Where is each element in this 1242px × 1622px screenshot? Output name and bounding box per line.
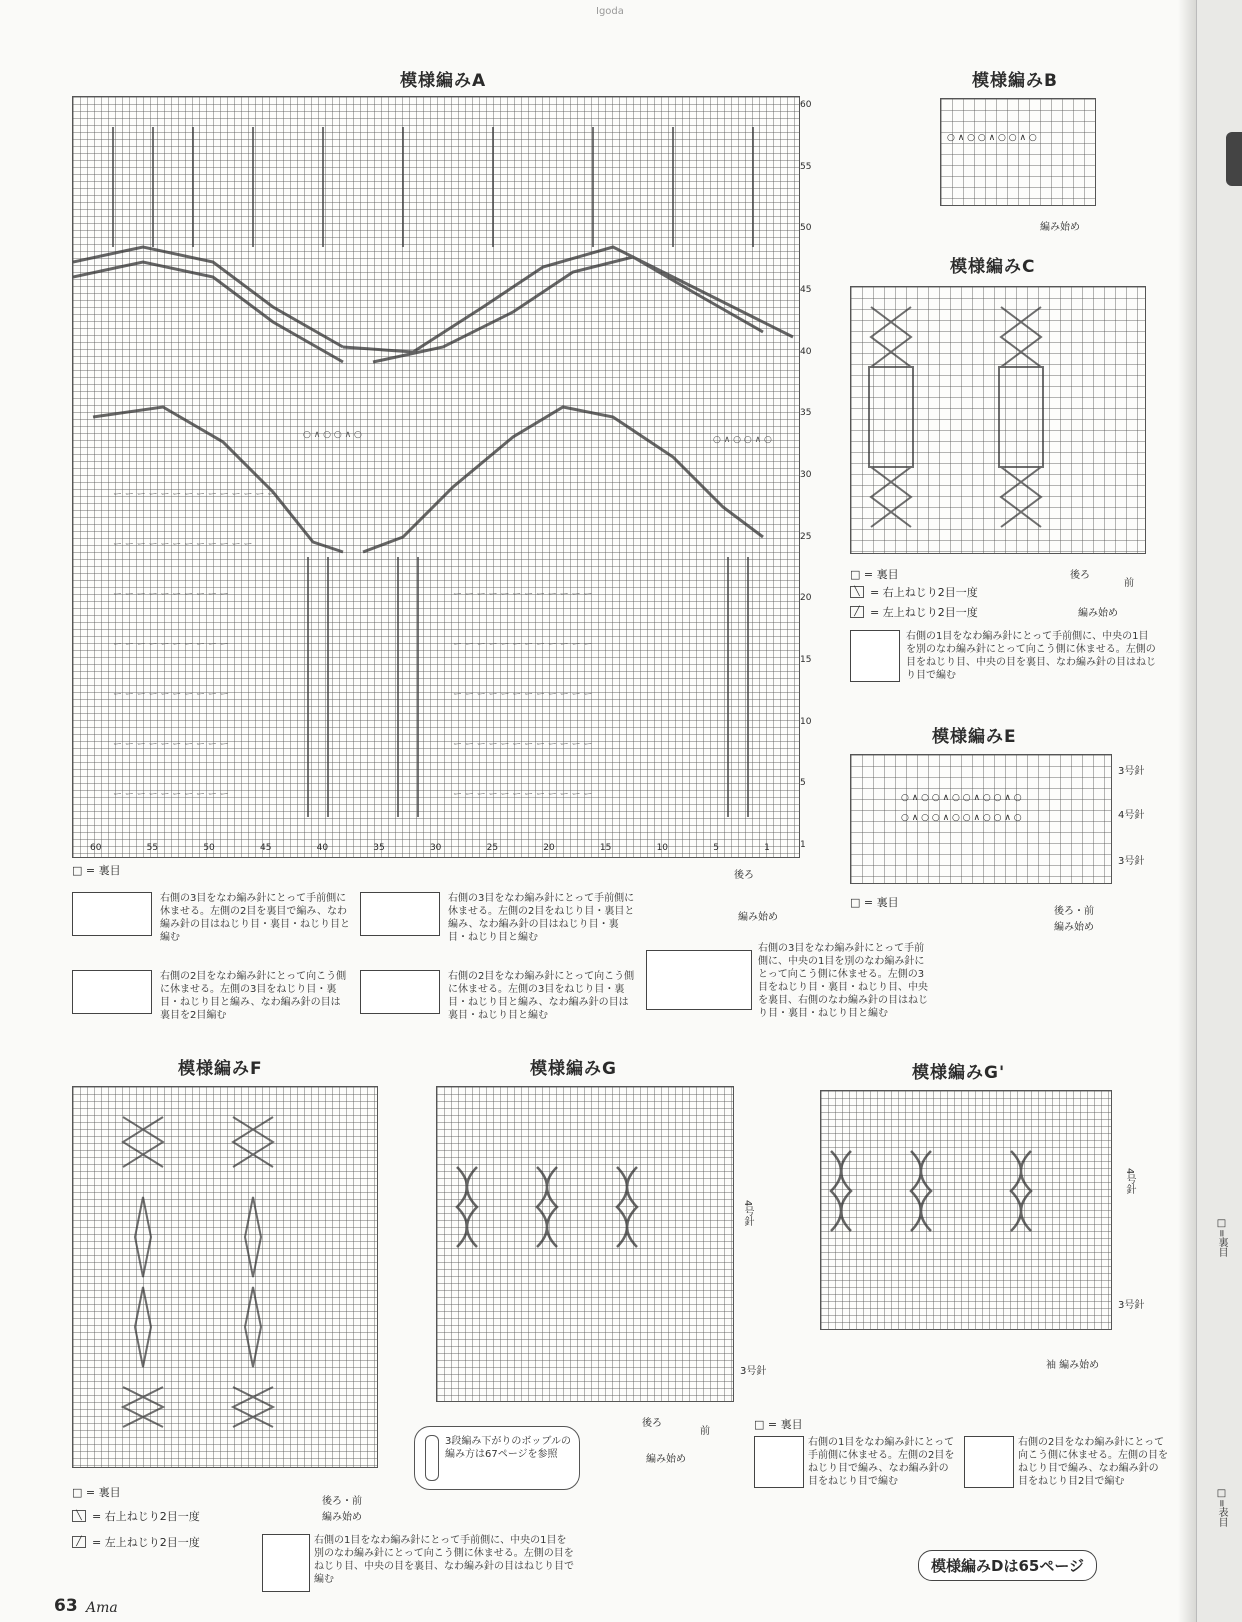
svg-text:ー ー ー ー ー ー ー ー ー ー: ー ー ー ー ー ー ー ー ー ー — [113, 790, 229, 800]
chart-e-legend-purl: □ = 裏目 — [850, 896, 899, 909]
chart-b-start-label: 編み始め — [1040, 222, 1080, 233]
left-twist-icon: ╱ — [72, 1536, 86, 1548]
chart-g2-start-label: 袖 編み始め — [1046, 1360, 1100, 1371]
adjacent-page-edge — [1196, 0, 1242, 1622]
col-number: 30 — [429, 843, 442, 853]
row-number: 50 — [800, 223, 812, 234]
legend-note-a3: 右側の2目をなわ編み針にとって向こう側に休ませる。左側の3目をねじり目・裏目・ねじり目と編み、なわ編み針の目は裏目を2目編む — [160, 971, 347, 1021]
chart-f-legend-left: ╱ = 左上ねじり2目一度 — [72, 1534, 200, 1550]
legend-note-c: 右側の1目をなわ編み針にとって手前側に、中央の1目を別のなわ編み針にとって向こう側に休ませる。左側の目をねじり目、中央の目を裏目、なわ編み針の目はねじり目で編む — [906, 631, 1156, 681]
chart-g2-grid — [820, 1090, 1112, 1330]
col-number: 5 — [713, 843, 719, 853]
magazine-name: Ama — [86, 1600, 118, 1616]
svg-text:ー ー ー ー ー ー ー ー ー ー ー ー ー ー: ー ー ー ー ー ー ー ー ー ー ー ー ー ー — [113, 490, 277, 500]
chart-g-grid — [436, 1086, 734, 1402]
chart-e-start-label: 編み始め — [1054, 922, 1094, 933]
legend-note-a2: 右側の3目をなわ編み針にとって手前側に休ませる。左側の2目をねじり目・裏目と編み、なわ編み針の目はねじり目・裏目・ねじり目と編む — [448, 893, 635, 943]
row-number: 1 — [800, 839, 806, 850]
chart-c-legend-left: ╱ = 左上ねじり2目一度 — [850, 604, 978, 620]
chart-e-needle-3b: 3号針 — [1118, 856, 1145, 867]
row-number: 40 — [800, 346, 812, 357]
svg-text:ー ー ー ー ー ー ー ー ー ー: ー ー ー ー ー ー ー ー ー ー — [113, 690, 229, 700]
chart-c-front: 前 — [1124, 578, 1134, 589]
chart-g-needle-3: 3号針 — [740, 1366, 767, 1377]
chart-b-pattern: ○ ∧ ○ ○ ∧ ○ ○ ∧ ○ — [947, 133, 1037, 143]
page-number: 63 — [54, 1596, 78, 1616]
svg-text:ー ー ー ー ー ー ー ー ー ー ー ー: ー ー ー ー ー ー ー ー ー ー ー ー — [453, 640, 593, 650]
row-number: 45 — [800, 284, 812, 295]
col-number: 60 — [90, 843, 102, 853]
chart-e-grid — [850, 754, 1112, 884]
right-twist-icon: ╲ — [850, 586, 864, 598]
legend-note-a5: 右側の3目をなわ編み針にとって手前側に、中央の1目を別のなわ編み針にとって向こう側に休ませる。左側の3目をねじり目・裏目・ねじり目、中央を裏目、右側のなわ編み針の目はねじり目・裏目・ねじり目と編む — [758, 943, 928, 1019]
chart-g2-needle-3: 3号針 — [1118, 1300, 1145, 1311]
chart-g-front: 前 — [700, 1426, 710, 1437]
chart-g-cable-pattern — [437, 1087, 733, 1401]
cable-symbol-icon — [262, 1534, 310, 1592]
chart-c-back: 後ろ — [1070, 570, 1090, 581]
pattern-d-reference: 模様編みDは65ページ — [918, 1550, 1097, 1581]
chart-f-cable-pattern — [73, 1087, 377, 1467]
page-tab-marker — [1226, 132, 1242, 186]
left-twist-icon: ╱ — [850, 606, 864, 618]
row-number: 35 — [800, 408, 812, 419]
side-label-front: □=表目 — [1216, 1488, 1227, 1528]
chart-a-col-numbers — [90, 843, 770, 853]
chart-c-legend-purl: □ = 裏目 — [850, 568, 899, 581]
col-number: 10 — [656, 843, 669, 853]
legend-note-g1: 右側の1目をなわ編み針にとって手前側に休ませる。左側の2目をねじり目で編み、なわ編み針の目をねじり目で編む — [808, 1437, 955, 1487]
col-number: 25 — [486, 843, 499, 853]
legend-note-a4: 右側の2目をなわ編み針にとって向こう側に休ませる。左側の3目をねじり目・裏目・ねじり目と編み、なわ編み針の目は裏目・ねじり目と編む — [448, 971, 635, 1021]
col-number: 50 — [203, 843, 215, 853]
cable-symbol-icon — [72, 892, 152, 936]
svg-text:ー ー ー ー ー ー ー ー ー ー: ー ー ー ー ー ー ー ー ー ー — [113, 640, 229, 650]
row-number: 10 — [800, 716, 812, 727]
cable-symbol-icon — [964, 1436, 1014, 1488]
chart-g-title: 模様編みG — [530, 1059, 617, 1079]
row-number: 30 — [800, 469, 812, 480]
legend-note-a1: 右側の3目をなわ編み針にとって手前側に休ませる。左側の2目を裏目で編み、なわ編み針の目はねじり目・裏目・ねじり目と編む — [160, 893, 350, 943]
header-text: Igoda — [596, 6, 624, 17]
chart-f-legend-right: ╲ = 右上ねじり2目一度 — [72, 1508, 200, 1524]
cable-symbol-icon — [850, 630, 900, 682]
cable-symbol-icon — [360, 970, 440, 1014]
chart-f-title: 模様編みF — [178, 1059, 263, 1079]
col-number: 55 — [146, 843, 159, 853]
page-gutter — [1178, 0, 1196, 1622]
bobble-note-bubble — [414, 1426, 580, 1490]
chart-a-legend-purl: □ = 裏目 — [72, 864, 121, 877]
chart-a-cable-pattern — [73, 97, 799, 857]
right-twist-icon: ╲ — [72, 1510, 86, 1522]
chart-g2-cable-pattern — [821, 1091, 1111, 1329]
chart-a-back-front: 後ろ — [734, 870, 754, 881]
svg-text:ー ー ー ー ー ー ー ー ー ー ー ー: ー ー ー ー ー ー ー ー ー ー ー ー — [453, 690, 593, 700]
svg-text:○ ∧ ○ ○ ∧ ○: ○ ∧ ○ ○ ∧ ○ — [713, 435, 772, 445]
chart-e-pattern: ○ ∧ ○ ○ ∧ ○ ○ ∧ ○ ○ ∧ ○ — [901, 813, 1022, 823]
chart-g2-needle-4: 4号針 — [1124, 1168, 1135, 1195]
row-number: 20 — [800, 593, 812, 604]
bobble-note-text: 3段編み下がりのボッブルの編み方は67ページを参照 — [445, 1436, 571, 1460]
chart-c-grid — [850, 286, 1146, 554]
col-number: 35 — [373, 843, 385, 853]
cable-symbol-icon — [646, 950, 752, 1010]
chart-g-needle-4: 4号針 — [742, 1200, 753, 1227]
chart-a-grid — [72, 96, 800, 858]
chart-g-legend-purl: □ = 裏目 — [754, 1418, 803, 1431]
chart-f-legend-purl: □ = 裏目 — [72, 1486, 121, 1499]
chart-g2-title: 模様編みG' — [912, 1063, 1006, 1083]
chart-a-start-label: 編み始め — [738, 912, 778, 923]
cable-symbol-icon — [754, 1436, 804, 1488]
chart-b-title: 模様編みB — [972, 71, 1058, 91]
svg-text:ー ー ー ー ー ー ー ー ー ー: ー ー ー ー ー ー ー ー ー ー — [113, 740, 229, 750]
svg-text:○ ∧ ○ ○ ∧ ○: ○ ∧ ○ ○ ∧ ○ — [303, 430, 362, 440]
chart-g-back: 後ろ — [642, 1418, 662, 1429]
chart-c-start-label: 編み始め — [1078, 608, 1118, 619]
chart-c-legend-right: ╲ = 右上ねじり2目一度 — [850, 584, 978, 600]
row-number: 25 — [800, 531, 812, 542]
legend-note-g2: 右側の2目をなわ編み針にとって向こう側に休ませる。左側の目をねじり目で編み、なわ編み針の目をねじり目2目で編む — [1018, 1437, 1168, 1487]
row-number: 5 — [800, 778, 806, 789]
row-number: 60 — [800, 100, 812, 110]
svg-text:ー ー ー ー ー ー ー ー ー ー ー ー: ー ー ー ー ー ー ー ー ー ー ー ー — [453, 590, 593, 600]
chart-a-row-numbers — [800, 100, 814, 850]
chart-f-grid — [72, 1086, 378, 1468]
chart-c-title: 模様編みC — [950, 257, 1036, 277]
col-number: 40 — [316, 843, 329, 853]
col-number: 45 — [259, 843, 272, 853]
chart-f-back-front: 後ろ・前 — [322, 1496, 362, 1507]
svg-text:ー ー ー ー ー ー ー ー ー ー ー ー: ー ー ー ー ー ー ー ー ー ー ー ー — [113, 540, 253, 550]
svg-text:ー ー ー ー ー ー ー ー ー ー: ー ー ー ー ー ー ー ー ー ー — [113, 590, 229, 600]
col-number: 15 — [599, 843, 612, 853]
chart-f-start-label: 編み始め — [322, 1512, 362, 1523]
col-number: 1 — [764, 843, 770, 853]
svg-text:ー ー ー ー ー ー ー ー ー ー ー ー: ー ー ー ー ー ー ー ー ー ー ー ー — [453, 790, 593, 800]
chart-e-needle-4: 4号針 — [1118, 810, 1145, 821]
chart-e-title: 模様編みE — [932, 727, 1017, 747]
svg-text:ー ー ー ー ー ー ー ー ー ー ー ー: ー ー ー ー ー ー ー ー ー ー ー ー — [453, 740, 593, 750]
cable-symbol-icon — [72, 970, 152, 1014]
chart-a-title: 模様編みA — [400, 71, 487, 91]
chart-e-back-front: 後ろ・前 — [1054, 906, 1094, 917]
chart-e-needle-3a: 3号針 — [1118, 766, 1145, 777]
legend-note-f: 右側の1目をなわ編み針にとって手前側に、中央の1目を別のなわ編み針にとって向こう側に休ませる。左側の目をねじり目、中央の目を裏目、なわ編み針の目はねじり目で編む — [314, 1535, 574, 1585]
side-label-purl: □=裏目 — [1216, 1218, 1227, 1258]
row-number: 15 — [800, 654, 812, 665]
bobble-icon — [425, 1435, 439, 1481]
chart-e-pattern: ○ ∧ ○ ○ ∧ ○ ○ ∧ ○ ○ ∧ ○ — [901, 793, 1022, 803]
cable-symbol-icon — [360, 892, 440, 936]
chart-g-start-label: 編み始め — [646, 1454, 686, 1465]
chart-b-grid — [940, 98, 1096, 206]
chart-c-cable-pattern — [851, 287, 1145, 553]
col-number: 20 — [543, 843, 555, 853]
row-number: 55 — [800, 161, 812, 172]
